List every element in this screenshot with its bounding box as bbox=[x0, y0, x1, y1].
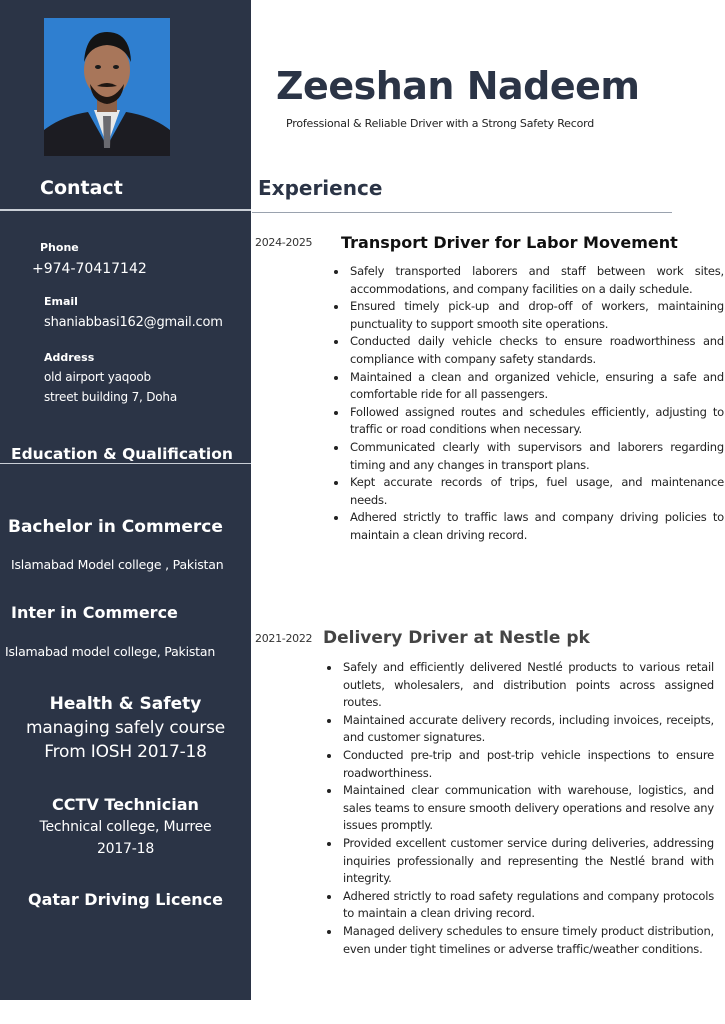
cctv-line-1: Technical college, Murree bbox=[39, 819, 212, 835]
job-1-bullets bbox=[334, 263, 724, 545]
list-item: • Followed assigned routes and schedules efficiently, adjusting to traffic or road conditions when necessary. bbox=[348, 404, 724, 439]
contact-heading: Contact bbox=[40, 177, 123, 199]
list-item: • Adhered strictly to traffic laws and company driving policies to maintain a clean driving record. bbox=[348, 509, 724, 544]
list-item: • Conducted daily vehicle checks to ensure roadworthiness and compliance with company safety standards. bbox=[348, 333, 724, 368]
edu-inter-detail: Islamabad model college, Pakistan bbox=[5, 644, 216, 659]
list-item: • Maintained clear communication with warehouse, logistics, and sales teams to ensure smooth delivery operations and resolve any issues promptly. bbox=[341, 782, 714, 835]
address-line-2: street building 7, Doha bbox=[44, 390, 177, 404]
list-item: • Safely and efficiently delivered Nestlé products to various retail outlets, wholesalers, and distribution points across assigned routes. bbox=[341, 659, 714, 712]
experience-heading: Experience bbox=[258, 176, 383, 200]
phone-label: Phone bbox=[40, 241, 79, 254]
job-2-bullets bbox=[327, 659, 714, 958]
cctv-title: CCTV Technician bbox=[52, 795, 199, 814]
address-line-1: old airport yaqoob bbox=[44, 370, 151, 384]
driving-licence-title: Qatar Driving Licence bbox=[27, 890, 224, 909]
list-item: • Conducted pre-trip and post-trip vehicle inspections to ensure roadworthiness. bbox=[341, 747, 714, 782]
edu-inter-title: Inter in Commerce bbox=[11, 603, 178, 622]
list-item: • Adhered strictly to road safety regulations and company protocols to maintain a clean driving record. bbox=[341, 888, 714, 923]
list-item: • Maintained accurate delivery records, including invoices, receipts, and customer signatures. bbox=[341, 712, 714, 747]
profile-photo bbox=[44, 18, 170, 156]
email-value[interactable]: shaniabbasi162@gmail.com bbox=[44, 315, 223, 330]
education-heading: Education & Qualification bbox=[11, 445, 233, 463]
edu-bachelor-title: Bachelor in Commerce bbox=[8, 517, 223, 537]
cctv-line-2: 2017-18 bbox=[96, 841, 155, 857]
list-item: • Managed delivery schedules to ensure timely product distribution, even under tight timelines or adverse traffic/weather conditions. bbox=[341, 923, 714, 958]
address-label: Address bbox=[44, 351, 95, 364]
list-item: • Ensured timely pick-up and drop-off of workers, maintaining punctuality to support smooth site operations. bbox=[348, 298, 724, 333]
health-safety-line-1: managing safely course bbox=[26, 718, 225, 738]
email-label: Email bbox=[44, 295, 78, 308]
job-2-years: 2021-2022 bbox=[255, 632, 313, 645]
job-1-title: Transport Driver for Labor Movement bbox=[341, 233, 678, 252]
education-divider bbox=[0, 463, 251, 464]
candidate-name: Zeeshan Nadeem bbox=[276, 64, 640, 108]
candidate-tagline: Professional & Reliable Driver with a Strong Safety Record bbox=[286, 117, 595, 130]
job-1-years: 2024-2025 bbox=[255, 236, 313, 249]
list-item: • Maintained a clean and organized vehicle, ensuring a safe and comfortable ride for all passengers. bbox=[348, 369, 724, 404]
edu-bachelor-detail: Islamabad Model college , Pakistan bbox=[11, 557, 224, 572]
list-item: • Safely transported laborers and staff between work sites, accommodations, and company facilities on a daily schedule. bbox=[348, 263, 724, 298]
list-item: • Kept accurate records of trips, fuel usage, and maintenance needs. bbox=[348, 474, 724, 509]
phone-value: +974-70417142 bbox=[32, 261, 147, 277]
health-safety-title: Health & Safety bbox=[49, 694, 202, 714]
health-safety-line-2: From IOSH 2017-18 bbox=[44, 742, 207, 762]
job-2-title: Delivery Driver at Nestle pk bbox=[323, 628, 590, 648]
list-item: • Provided excellent customer service during deliveries, addressing inquiries professionally and representing the Nestlé brand with integrity. bbox=[341, 835, 714, 888]
list-item: • Communicated clearly with supervisors and laborers regarding timing and any changes in transport plans. bbox=[348, 439, 724, 474]
experience-divider bbox=[252, 212, 672, 213]
contact-divider bbox=[0, 209, 251, 211]
sidebar bbox=[0, 0, 251, 1000]
